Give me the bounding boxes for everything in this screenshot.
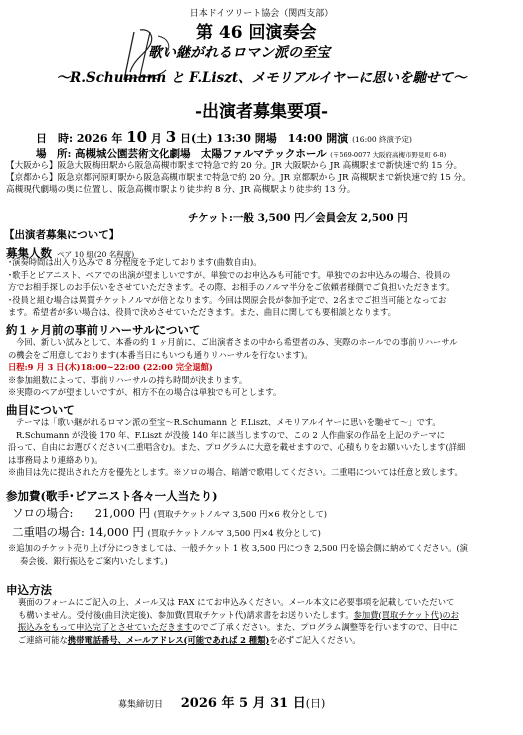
- concert-subtitle: 歌い継がれるロマン派の至宝: [148, 45, 330, 61]
- recruit-line: ･役員と組む場合は異質チケットノルマが倍となります。今回は関原会長が参加予定で、2名までご担当可能となってお: [8, 294, 447, 305]
- apply-underlined: 携帯電話番号、メールアドレス(可能であれば 2 種類): [67, 634, 270, 645]
- program-line: ※曲目は先に提出された方を優先とします。※ソロの場合、暗譜で歌唱してください。二重唱については任意と致します。: [8, 467, 463, 478]
- apply-line: [8, 621, 516, 634]
- fee-extra-line: ※追加のチケット売り上げ分につきましては、一般チケット 1 枚 3,500 円につき 2,500 円を協会側に納めてください。(演: [8, 543, 468, 553]
- fee-solo-note: (買取チケットノルマ 3,500 円×6 枚分として): [153, 509, 327, 519]
- recruit-note: ペア 10 組(20 名程度): [57, 250, 135, 259]
- page-heading: -出演者募集要項-: [194, 102, 329, 122]
- date-label: 日 時:: [36, 132, 74, 145]
- program-title: 曲目について: [6, 403, 75, 417]
- recruit-line: 方でお相手探しのお手伝いをさせていただきます。その際、お相手のノルマ半分をご依頼者様側でご負担いただきます。: [8, 282, 455, 293]
- venue-address: (〒569-0077 大阪府高槻市野見町 6-8): [330, 151, 447, 159]
- venue-label: 場 所:: [36, 148, 72, 160]
- rehearsal-note: ※実際のペアが望ましいですが、相方不在の場合は単独でも可とします。: [8, 387, 282, 398]
- apply-underlined: 振込みをもって申込完了とさせていただきます: [18, 622, 193, 633]
- deadline-date: 2026 年 5 月 31 日: [180, 696, 306, 711]
- deadline-day: (日): [305, 697, 326, 710]
- date-note: (16:00 終演予定): [352, 135, 412, 144]
- apply-underlined: 参加費(買取チケット代)のお: [353, 609, 459, 620]
- program-body: [8, 416, 516, 479]
- recruit-line: ･演奏時間は出入り込みで 8 分程度を予定しております(曲数自由)。: [8, 257, 262, 267]
- recruit-body: [8, 256, 516, 319]
- recruit-line: ･歌手とピアニスト、ペアでの出演が望ましいですが、単独でのお申込みも可能です。単独でのお申込みの場合、役員の: [8, 269, 451, 280]
- deadline: [118, 692, 325, 711]
- apply-title: 申込方法: [6, 583, 52, 597]
- concert-tagline: ～R.Schumann と F.Liszt、メモリアルイヤーに思いを馳せて～: [56, 70, 467, 86]
- fee-title: 参加費(歌手･ピアニスト各々一人当たり): [6, 489, 218, 503]
- rehearsal-note: ※参加組数によって、事前リハーサルの持ち時間が決まります。: [8, 374, 248, 385]
- access-kyoto: 【京都から】阪急京都河原町駅から阪急高槻市駅まで特急で約 20 分。JR 京都駅から JR 高槻駅まで新快速で約 15 分。: [6, 173, 471, 184]
- program-line: テーマは「歌い継がれるロマン派の至宝～R.Schumann と F.Liszt、メモリアルイヤーに思いを馳せて～」です。: [16, 417, 441, 427]
- fee-extra: [8, 542, 516, 567]
- association-name: 日本ドイツリート協会（関西支部）: [189, 9, 334, 19]
- ticket-price: チケット:一般 3,500 円／会員会友 2,500 円: [188, 212, 408, 224]
- access-osaka: 【大阪から】阪急大阪梅田駅から阪急高槻市駅まで特急で約 20 分。JR 大阪駅から JR 高槻駅まで新快速で約 15 分。: [6, 161, 463, 171]
- venue-name: 高槻城公園芸術文化劇場 太陽ファルマテックホール: [75, 148, 327, 160]
- date-time: 日(土) 13:30 開場 14:00 開演: [176, 132, 349, 145]
- apply-line: [8, 609, 516, 622]
- access-info: [6, 160, 518, 197]
- date-month-unit: 月: [147, 132, 166, 145]
- apply-body: [8, 596, 516, 646]
- rehearsal-line: の機会をご用意しております(本番当日にもいつも通りリハーサルを行ないます)。: [8, 349, 313, 360]
- apply-line-text: のでご了承ください。また、プログラム調整等を行いますので、日中に: [192, 622, 458, 633]
- apply-line-text: も構いません。受付後(曲目決定後)、参加費(買取チケット代)請求書をお送りいたします。: [18, 609, 354, 620]
- fee-extra-line: 奏会後、銀行振込をご案内いたします。): [20, 555, 168, 566]
- fee-duet: [12, 524, 321, 540]
- program-line: 沿って、自由にお選びください(二重唱含む)。また、プログラムに大意を載せますので、心積もりをお願いいたします(詳細: [8, 442, 466, 453]
- concert-title: 第 46 回演奏会: [196, 23, 317, 43]
- rehearsal-body: [8, 336, 516, 399]
- rehearsal-date: 日程:9 月 3 日(木)18:00~22:00 (22:00 完全退館): [8, 362, 213, 373]
- program-line: R.Schumann が没後 170 年、F.Liszt が没後 140 年に該当しますので、この 2 人作曲家の作品を上記のテーマに: [16, 429, 445, 440]
- apply-line: [8, 634, 516, 647]
- rehearsal-title: 約１ヶ月前の事前リハーサルについて: [6, 323, 201, 337]
- fee-solo: [12, 505, 327, 521]
- recruit-label: 【出演者募集について】: [4, 229, 120, 241]
- date-year: 2026 年: [76, 132, 127, 145]
- apply-line-text: を必ずご記入ください。: [269, 634, 361, 645]
- apply-line-text: ご連絡可能な: [18, 634, 68, 645]
- access-walk: 高槻現代劇場の奥に位置し、阪急高槻市駅より徒歩約 8 分、JR 高槻駅より徒歩約 13 分。: [6, 185, 356, 196]
- apply-line: 裏面のフォームにご記入の上、メール又は FAX にてお申込みください。メール本文に必要事項を記載していただいて: [18, 597, 455, 607]
- fee-duet-label: 二重唱の場合:: [12, 525, 85, 539]
- program-line: は事務局より連絡あり)。: [8, 454, 103, 465]
- event-venue: [36, 146, 446, 161]
- fee-duet-note: (買取チケットノルマ 3,500 円×4 枚分として): [147, 528, 321, 538]
- deadline-label: 募集締切日: [118, 700, 164, 710]
- recruit-title: 募集人数: [6, 246, 52, 260]
- date-day: 3: [165, 128, 177, 146]
- fee-duet-amount: 14,000 円: [88, 525, 144, 539]
- date-month: 10: [126, 128, 148, 146]
- fee-solo-amount: 21,000 円: [94, 506, 151, 520]
- event-date: [36, 128, 412, 146]
- recruit-line: ます。希望者が多い場合は、役員で決めさせていただきます。また、曲目に関しても要相談となります。: [8, 307, 396, 318]
- rehearsal-line: 今回、新しい試みとして、本番の約 1 ヶ月前に、ご出演者さまの中から希望者のみ、実際のホールでの事前リハーサル: [16, 337, 458, 347]
- fee-solo-label: ソロの場合:: [12, 506, 74, 520]
